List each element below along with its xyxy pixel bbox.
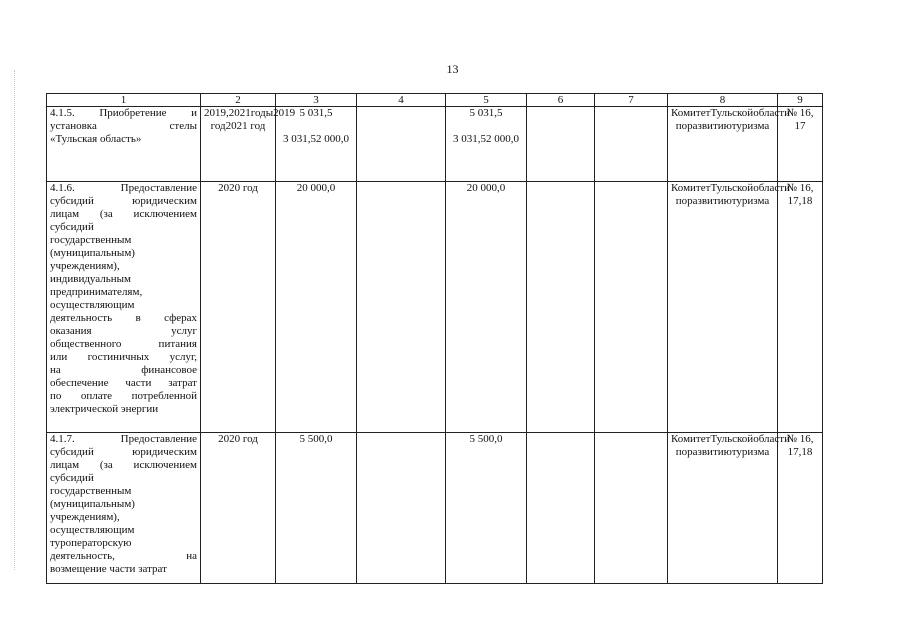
indicators-cell-line: № 16, 17, xyxy=(786,433,814,458)
header-col-9: 9 xyxy=(778,94,823,107)
activity-name-cell-line: осуществляющим xyxy=(50,299,135,311)
period-cell-line: 2019,2021 xyxy=(204,107,251,119)
period-cell xyxy=(201,182,276,433)
executor-cell-line: развитию xyxy=(687,195,732,207)
regional-budget-cell-line: 20 000,0 xyxy=(466,182,506,194)
activity-name-cell-line: субсидий xyxy=(50,221,94,233)
total-amount-cell xyxy=(276,182,357,433)
executor-cell-line: Тульской xyxy=(710,433,754,445)
executor-cell-line: развитию xyxy=(687,446,732,458)
col4-cell xyxy=(357,107,446,182)
activity-name-cell-line: учреждениям), xyxy=(50,260,120,272)
header-col-3: 3 xyxy=(276,94,357,107)
total-amount-cell-line: 20 000,0 xyxy=(296,182,336,194)
activity-name-cell-line: оказания услуг xyxy=(50,325,197,337)
activity-name-cell-line: (муниципальным) xyxy=(50,247,135,259)
indicators-cell xyxy=(778,433,823,584)
executor-cell xyxy=(668,107,790,182)
activity-name-cell-line: установка стелы xyxy=(50,120,197,132)
total-amount-cell xyxy=(276,433,357,584)
executor-cell-line: развитию xyxy=(687,120,732,132)
activity-name-cell-line: субсидий xyxy=(50,472,94,484)
header-col-7: 7 xyxy=(595,94,668,107)
regional-budget-cell-line: 5 031,5 xyxy=(469,107,503,119)
col4-cell xyxy=(357,182,446,433)
indicators-cell-line: № 16, 17 xyxy=(786,107,814,132)
indicators-cell-line: 18 xyxy=(801,195,813,207)
table-row xyxy=(47,182,823,433)
col6-cell xyxy=(527,182,595,433)
activity-name-cell-line: 4.1.7. Предоставление xyxy=(50,433,197,445)
activity-name-cell-line: возмещение части затрат xyxy=(50,563,167,575)
activity-name-cell-line: субсидий юридическим xyxy=(50,195,197,207)
total-amount-cell-line xyxy=(279,120,353,133)
activity-name-cell-line: осуществляющим xyxy=(50,524,135,536)
activity-name-cell-line: или гостиничных услуг, xyxy=(50,351,197,363)
header-col-8: 8 xyxy=(668,94,778,107)
activity-name-cell xyxy=(47,182,201,433)
header-col-2: 2 xyxy=(201,94,276,107)
executor-cell-line: Комитет xyxy=(671,433,711,445)
activity-name-cell-line: «Тульская область» xyxy=(50,133,142,145)
col4-cell xyxy=(357,433,446,584)
activity-name-cell-line: предпринимателям, xyxy=(50,286,143,298)
header-col-4: 4 xyxy=(357,94,446,107)
activity-name-cell-line: государственным xyxy=(50,234,132,246)
program-activities-table xyxy=(46,93,823,584)
executor-cell-line: области по xyxy=(675,107,790,132)
executor-cell-line: области по xyxy=(675,182,790,207)
total-amount-cell-line: 5 500,0 xyxy=(299,433,333,445)
regional-budget-cell xyxy=(446,433,527,584)
total-amount-cell-line: 3 031,5 xyxy=(283,133,316,145)
activity-name-cell-line: электрической энергии xyxy=(50,403,159,415)
regional-budget-cell-line: 5 500,0 xyxy=(469,433,503,445)
activity-name-cell xyxy=(47,433,201,584)
executor-cell-line: туризма xyxy=(731,446,770,458)
activity-name-cell-line: субсидий юридическим xyxy=(50,446,197,458)
activity-name-cell-line: по оплате потребленной xyxy=(50,390,197,402)
total-amount-cell-line: 2 000,0 xyxy=(316,133,349,145)
executor-cell xyxy=(668,433,790,584)
col7-cell xyxy=(595,433,668,584)
regional-budget-cell xyxy=(446,107,527,182)
executor-cell-line: Комитет xyxy=(671,107,711,119)
regional-budget-cell-line: 3 031,5 xyxy=(453,133,486,145)
page-number: 13 xyxy=(446,62,459,76)
period-cell-line: годы xyxy=(250,107,274,119)
indicators-cell xyxy=(778,182,823,433)
activity-name-cell-line: деятельность в сферах xyxy=(50,312,197,324)
period-cell-line: 2019 год xyxy=(210,107,296,132)
indicators-cell-line: 18 xyxy=(801,446,813,458)
regional-budget-cell xyxy=(446,182,527,433)
activity-name-cell-line: государственным xyxy=(50,485,132,497)
scan-margin-dots xyxy=(14,70,15,570)
indicators-cell-line: № 16, 17, xyxy=(786,182,814,207)
activity-name-cell-line: лицам (за исключением xyxy=(50,208,197,220)
period-cell-line: 2020 год xyxy=(218,182,258,194)
activity-name-cell-line: (муниципальным) xyxy=(50,498,135,510)
total-amount-cell-line: 5 031,5 xyxy=(299,107,333,119)
period-cell-line: 2020 год xyxy=(218,433,258,445)
executor-cell-line: области по xyxy=(675,433,790,458)
activity-name-cell-line: индивидуальным xyxy=(50,273,132,285)
col6-cell xyxy=(527,433,595,584)
activity-name-cell-line: деятельность, на xyxy=(50,550,197,562)
executor-cell-line: туризма xyxy=(731,195,770,207)
activity-name-cell-line: лицам (за исключением xyxy=(50,459,197,471)
activity-name-cell-line: обеспечение части затрат xyxy=(50,377,197,389)
header-col-5: 5 xyxy=(446,94,527,107)
regional-budget-cell-line xyxy=(449,120,523,133)
activity-name-cell-line: на финансовое xyxy=(50,364,197,376)
activity-name-cell xyxy=(47,107,201,182)
regional-budget-cell-line: 2 000,0 xyxy=(486,133,519,145)
executor-cell xyxy=(668,182,790,433)
executor-cell-line: Комитет xyxy=(671,182,711,194)
table-header-row xyxy=(47,94,823,107)
activity-name-cell-line: учреждениям), xyxy=(50,511,120,523)
col7-cell xyxy=(595,107,668,182)
table-row xyxy=(47,433,823,584)
executor-cell-line: Тульской xyxy=(710,182,754,194)
executor-cell-line: туризма xyxy=(731,120,770,132)
period-cell xyxy=(201,107,296,182)
header-col-6: 6 xyxy=(527,94,595,107)
activity-name-cell-line: туроператорскую xyxy=(50,537,132,549)
period-cell-line: 2021 год xyxy=(225,120,266,132)
table-row xyxy=(47,107,823,182)
activity-name-cell-line: общественного питания xyxy=(50,338,197,350)
period-cell xyxy=(201,433,276,584)
col7-cell xyxy=(595,182,668,433)
activity-name-cell-line: 4.1.5. Приобретение и xyxy=(50,107,197,119)
activity-name-cell-line: 4.1.6. Предоставление xyxy=(50,182,197,194)
executor-cell-line: Тульской xyxy=(710,107,754,119)
header-col-1: 1 xyxy=(47,94,201,107)
col6-cell xyxy=(527,107,595,182)
